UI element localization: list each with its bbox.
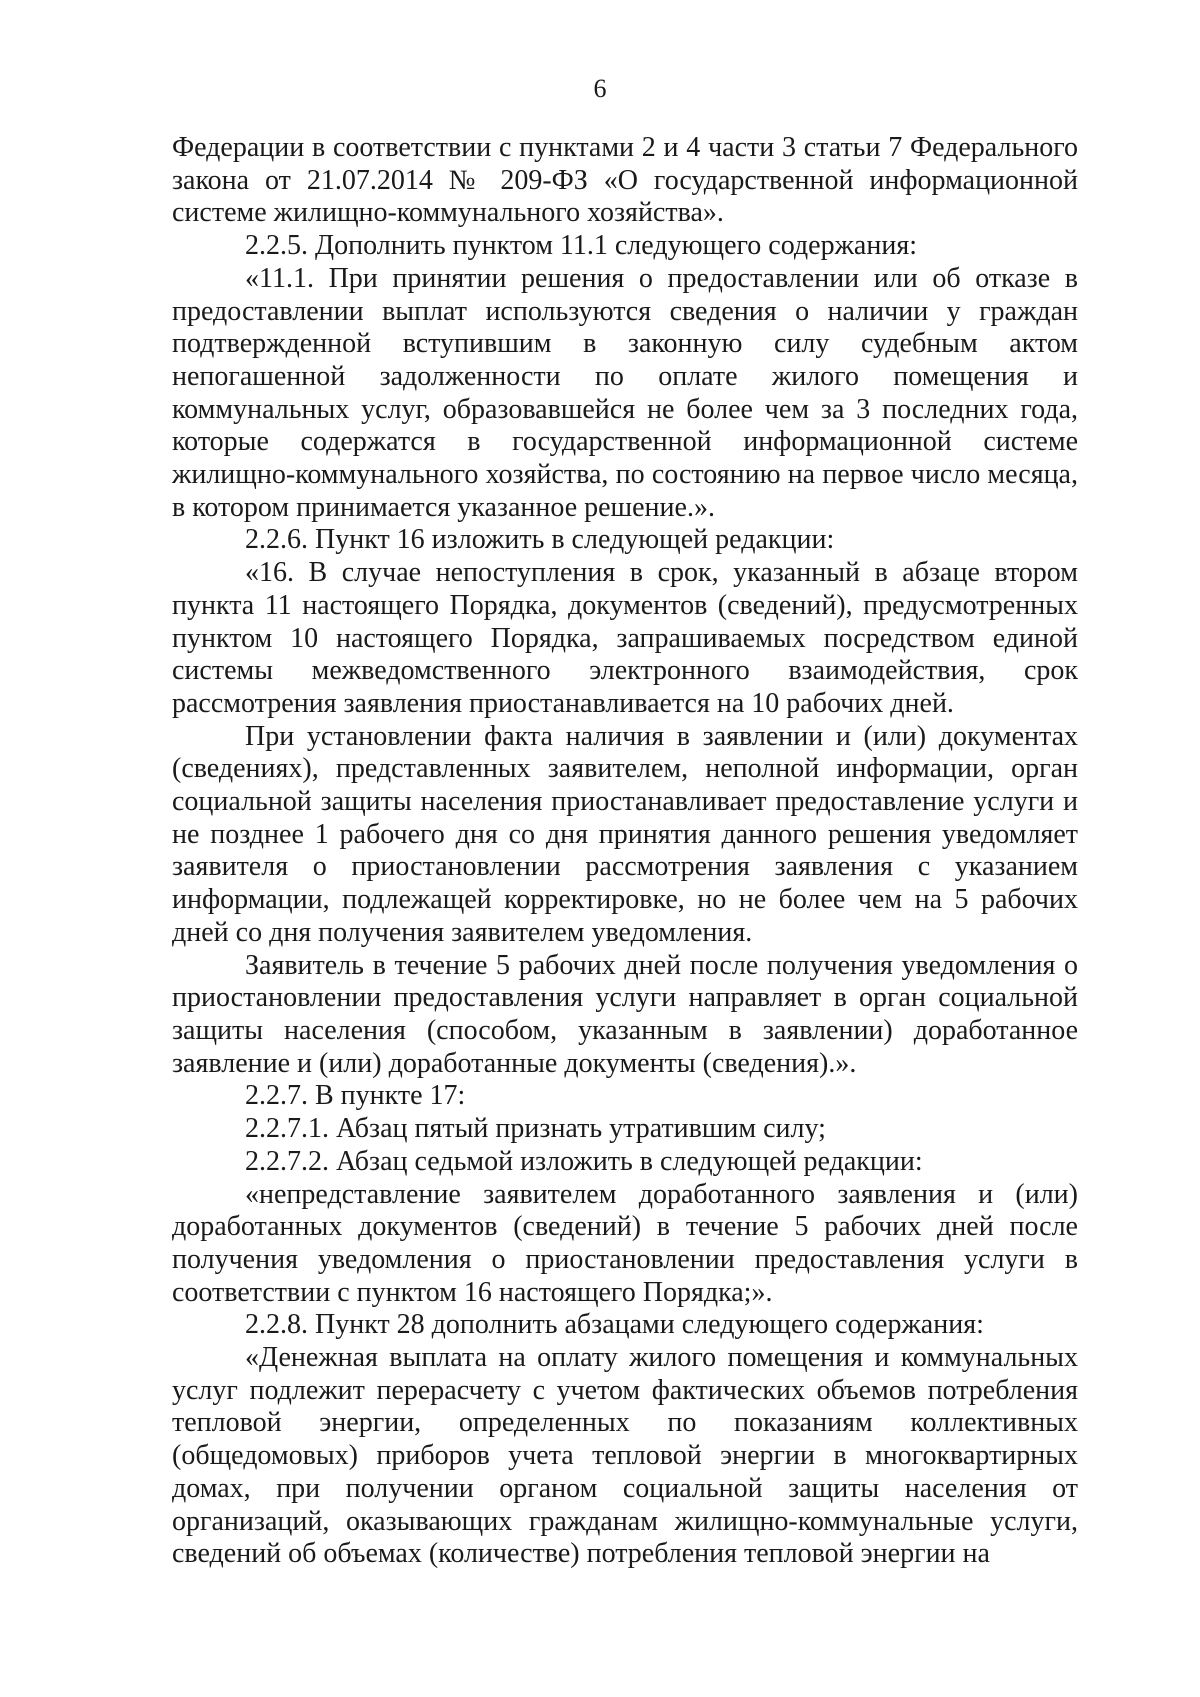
paragraph: 2.2.6. Пункт 16 изложить в следующей редакции:	[245, 524, 835, 556]
paragraph: 2.2.7. В пункте 17:	[245, 1080, 466, 1112]
paragraph: «11.1. При принятии решения о предоставлении или об отказе в предоставлении выплат используются сведения о наличии у граждан подтвержденной вступившим в законную силу судебным актом непогашенной задолженности по оплате жилого помещения и коммунальных услуг, образовавшейся не более чем за 3 последних года, которые содержатся в государственной информационной системе жилищно-коммунального хозяйства, по состоянию на первое число месяца, в котором принимается указанное решение.».	[172, 262, 1078, 523]
paragraph: 2.2.7.1. Абзац пятый признать утратившим силу;	[245, 1113, 826, 1145]
paragraph: 2.2.7.2. Абзац седьмой изложить в следующей редакции:	[245, 1145, 923, 1177]
paragraph: При установлении факта наличия в заявлении и (или) документах (сведениях), представленных заявителем, неполной информации, орган социальной защиты населения приостанавливает предоставление услуги и не позднее 1 рабочего дня со дня принятия данного решения уведомляет заявителя о приостановлении рассмотрения заявления с указанием информации, подлежащей корректировке, но не более чем на 5 рабочих дней со дня получения заявителем уведомления.	[172, 720, 1078, 948]
paragraph: «16. В случае непоступления в срок, указанный в абзаце втором пункта 11 настоящего Порядка, документов (сведений), предусмотренных пунктом 10 настоящего Порядка, запрашиваемых посредством единой системы межведомственного электронного взаимодействия, срок рассмотрения заявления приостанавливается на 10 рабочих дней.	[172, 557, 1078, 719]
page-number: 6	[593, 74, 607, 103]
paragraph: «непредставление заявителем доработанного заявления и (или) доработанных документов (сведений) в течение 5 рабочих дней после получения уведомления о приостановлении предоставления услуги в соответствии с пунктом 16 настоящего Порядка;».	[172, 1178, 1078, 1308]
paragraph: 2.2.5. Дополнить пунктом 11.1 следующего содержания:	[245, 230, 917, 262]
paragraph: 2.2.8. Пункт 28 дополнить абзацами следующего содержания:	[245, 1309, 984, 1341]
paragraph: Заявитель в течение 5 рабочих дней после получения уведомления о приостановлении предоставления услуги направляет в орган социальной защиты населения (способом, указанным в заявлении) доработанное заявление и (или) доработанные документы (сведения).».	[172, 949, 1078, 1079]
document-body	[172, 132, 1078, 1571]
paragraph: «Денежная выплата на оплату жилого помещения и коммунальных услуг подлежит перерасчету с учетом фактических объемов потребления тепловой энергии, определенных по показаниям коллективных (общедомовых) приборов учета тепловой энергии в многоквартирных домах, при получении органом социальной защиты населения от организаций, оказывающих гражданам жилищно-коммунальные услуги, сведений об объемах (количестве) потребления тепловой энергии на	[172, 1342, 1078, 1570]
paragraph: Федерации в соответствии с пунктами 2 и 4 части 3 статьи 7 Федерального закона от 21.07.2014 № 209-ФЗ «О государственной информационной системе жилищно-коммунального хозяйства».	[172, 132, 1078, 229]
